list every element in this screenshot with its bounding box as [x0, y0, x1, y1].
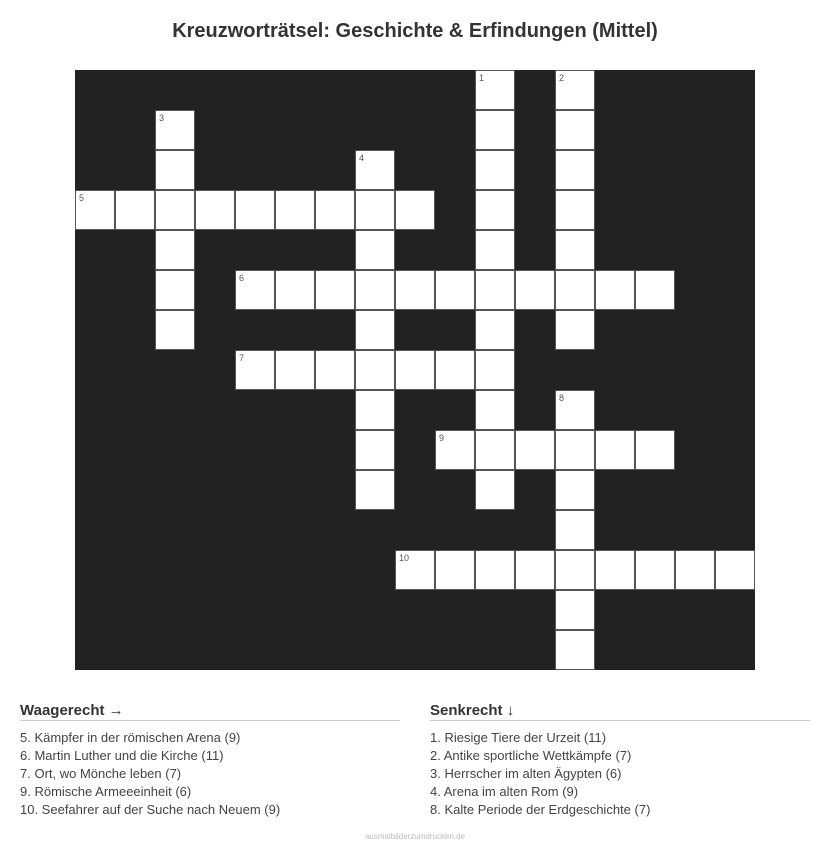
grid-cell[interactable]	[395, 550, 435, 590]
grid-cell[interactable]	[355, 230, 395, 270]
grid-cell[interactable]	[515, 550, 555, 590]
down-clue-list	[430, 729, 810, 819]
grid-cell[interactable]	[155, 110, 195, 150]
grid-cell[interactable]	[555, 190, 595, 230]
grid-cell[interactable]	[555, 270, 595, 310]
clue-item: 4. Arena im alten Rom (9)	[430, 784, 579, 799]
grid-cell[interactable]	[155, 310, 195, 350]
grid-cell[interactable]	[235, 350, 275, 390]
across-clues-section	[20, 702, 400, 819]
clue-number: 8	[559, 393, 565, 403]
grid-cell[interactable]	[395, 270, 435, 310]
grid-cell[interactable]	[315, 270, 355, 310]
footer-credit: ausmalbilderzumdrucken.de	[364, 832, 466, 841]
grid-cell[interactable]	[435, 350, 475, 390]
grid-cell[interactable]	[555, 470, 595, 510]
grid-cell[interactable]	[475, 190, 515, 230]
grid-cell[interactable]	[635, 550, 675, 590]
grid-cell[interactable]	[395, 350, 435, 390]
grid-cell[interactable]	[595, 550, 635, 590]
grid-cell[interactable]	[635, 430, 675, 470]
grid-cell[interactable]	[315, 350, 355, 390]
grid-cell[interactable]	[475, 230, 515, 270]
grid-cell[interactable]	[555, 150, 595, 190]
grid-cell[interactable]	[155, 150, 195, 190]
grid-cell[interactable]	[195, 190, 235, 230]
grid-cell[interactable]	[555, 310, 595, 350]
grid-cell[interactable]	[155, 270, 195, 310]
clue-item: 6. Martin Luther und die Kirche (11)	[20, 748, 224, 763]
grid-cell[interactable]	[555, 630, 595, 670]
grid-cell[interactable]	[555, 110, 595, 150]
grid-cell[interactable]	[235, 190, 275, 230]
grid-cell[interactable]	[155, 230, 195, 270]
grid-cell[interactable]	[355, 470, 395, 510]
clue-number: 9	[439, 433, 445, 443]
crossword-grid	[75, 70, 755, 670]
grid-cell[interactable]	[235, 270, 275, 310]
grid-cell[interactable]	[355, 310, 395, 350]
grid-cell[interactable]	[355, 270, 395, 310]
grid-cell[interactable]	[355, 150, 395, 190]
down-heading: Senkrecht ↓	[430, 702, 810, 721]
across-heading: Waagerecht →	[20, 702, 400, 721]
grid-cell[interactable]	[475, 270, 515, 310]
grid-cell[interactable]	[475, 310, 515, 350]
across-clue-list	[20, 729, 400, 819]
clue-number: 2	[559, 73, 565, 83]
grid-cell[interactable]	[515, 270, 555, 310]
clue-number: 3	[159, 113, 165, 123]
grid-cell[interactable]	[435, 270, 475, 310]
grid-cell[interactable]	[475, 470, 515, 510]
grid-cell[interactable]	[355, 430, 395, 470]
clue-item: 9. Römische Armeeeinheit (6)	[20, 784, 192, 799]
grid-cell[interactable]	[475, 430, 515, 470]
grid-cell[interactable]	[635, 270, 675, 310]
clue-number: 10	[399, 553, 410, 563]
grid-cell[interactable]	[595, 430, 635, 470]
clue-item: 2. Antike sportliche Wettkämpfe (7)	[430, 748, 632, 763]
grid-cell[interactable]	[555, 390, 595, 430]
page-title: Kreuzworträtsel: Geschichte & Erfindungen (Mittel)	[172, 20, 658, 42]
grid-cell[interactable]	[555, 70, 595, 110]
grid-cell[interactable]	[435, 550, 475, 590]
grid-cell[interactable]	[555, 430, 595, 470]
grid-cell[interactable]	[475, 110, 515, 150]
grid-cell[interactable]	[275, 350, 315, 390]
grid-cell[interactable]	[715, 550, 755, 590]
grid-cell[interactable]	[435, 430, 475, 470]
grid-cell[interactable]	[475, 70, 515, 110]
grid-cell[interactable]	[395, 190, 435, 230]
grid-cell[interactable]	[75, 190, 115, 230]
grid-cell[interactable]	[475, 390, 515, 430]
grid-cell[interactable]	[155, 190, 195, 230]
clue-item: 5. Kämpfer in der römischen Arena (9)	[20, 730, 241, 745]
clue-item: 7. Ort, wo Mönche leben (7)	[20, 766, 182, 781]
grid-cell[interactable]	[275, 190, 315, 230]
grid-cell[interactable]	[355, 350, 395, 390]
grid-cell[interactable]	[675, 550, 715, 590]
grid-cell[interactable]	[475, 350, 515, 390]
clue-number: 7	[239, 353, 245, 363]
grid-cell[interactable]	[275, 270, 315, 310]
clue-number: 4	[359, 153, 365, 163]
clue-item: 8. Kalte Periode der Erdgeschichte (7)	[430, 802, 651, 817]
clue-number: 1	[479, 73, 485, 83]
grid-cell[interactable]	[475, 150, 515, 190]
clue-item: 3. Herrscher im alten Ägypten (6)	[430, 766, 622, 781]
down-clues-section	[430, 702, 810, 819]
grid-cell[interactable]	[315, 190, 355, 230]
grid-cell[interactable]	[555, 510, 595, 550]
grid-cell[interactable]	[115, 190, 155, 230]
grid-cell[interactable]	[355, 190, 395, 230]
clue-number: 5	[79, 193, 85, 203]
clue-number: 6	[239, 273, 245, 283]
grid-cell[interactable]	[355, 390, 395, 430]
clue-item: 10. Seefahrer auf der Suche nach Neuem (9)	[20, 802, 281, 817]
clue-item: 1. Riesige Tiere der Urzeit (11)	[430, 730, 607, 745]
grid-cell[interactable]	[555, 550, 595, 590]
grid-cell[interactable]	[475, 550, 515, 590]
grid-cell[interactable]	[555, 590, 595, 630]
grid-cell[interactable]	[595, 270, 635, 310]
grid-cell[interactable]	[515, 430, 555, 470]
grid-cell[interactable]	[555, 230, 595, 270]
